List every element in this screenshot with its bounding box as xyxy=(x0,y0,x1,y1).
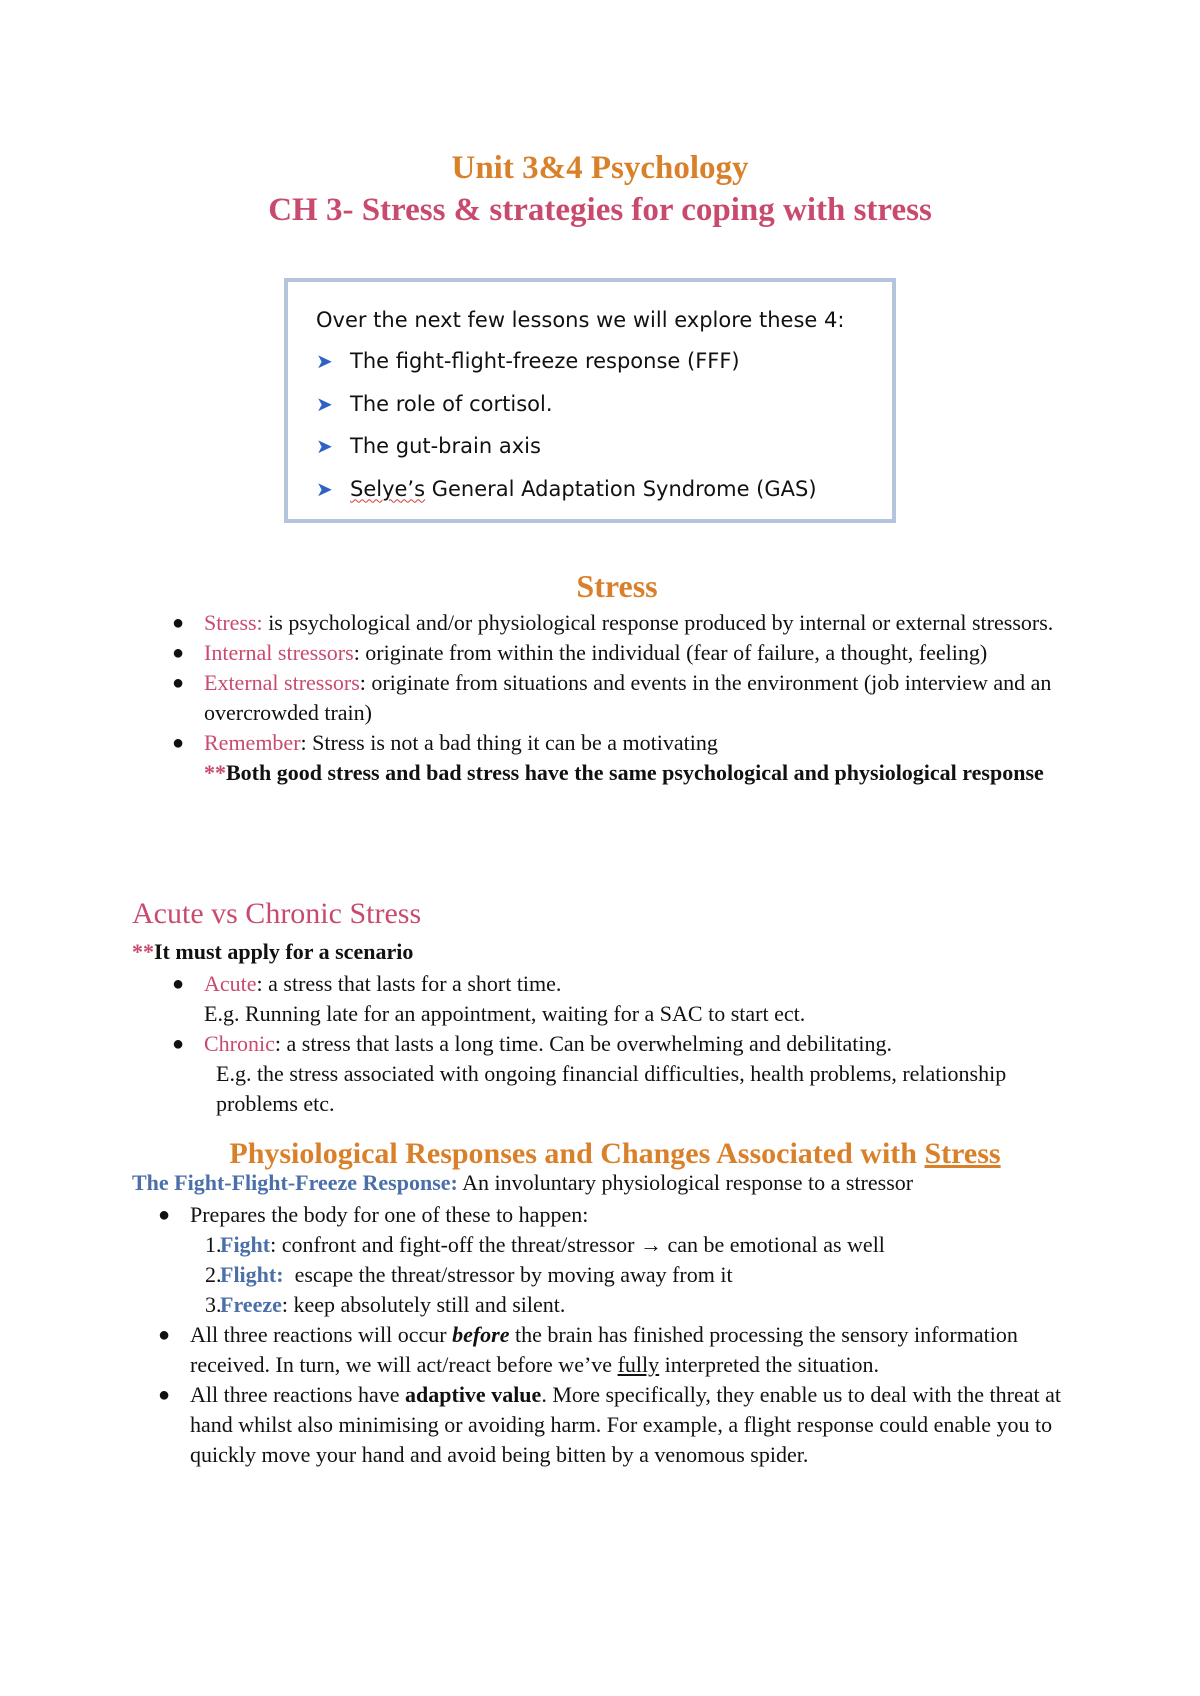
fff-definition: The Fight-Flight-Freeze Response: An involuntary physiological response to a stressor xyxy=(132,1170,914,1195)
list-item: ➤ The gut-brain axis xyxy=(316,425,870,468)
list-item: 1. Fight: confront and fight-off the threat/stressor → can be emotional as well xyxy=(205,1232,885,1257)
bullet-icon: ● xyxy=(172,642,185,664)
bullet-icon: ● xyxy=(158,1204,171,1226)
bullet-icon: ● xyxy=(172,612,185,634)
acute-chronic-list xyxy=(172,969,1084,1119)
chapter-title: CH 3- Stress & strategies for coping with stress xyxy=(268,192,932,228)
overview-box xyxy=(284,278,896,523)
stress-heading: Stress xyxy=(576,568,658,604)
spellcheck-word: Selye’s xyxy=(350,476,426,501)
arrow-bullet-icon: ➤ xyxy=(316,476,333,501)
bullet-icon: ● xyxy=(158,1324,171,1346)
document-title: Unit 3&4 Psychology xyxy=(451,150,749,186)
fff-list xyxy=(158,1200,1070,1470)
list-item: ● Internal stressors: originate from within the individual (fear of failure, a thought, feeling) xyxy=(204,638,1084,668)
list-item: ● Chronic: a stress that lasts a long time. Can be overwhelming and debilitating. E.g. the stress associated with ongoing financial difficulties, health problems, relationship problems etc. xyxy=(172,1031,1007,1116)
bullet-icon: ● xyxy=(172,672,185,694)
list-item: ● All three reactions have adaptive value. More specifically, they enable us to deal with the threat at hand whilst also minimising or avoiding harm. For example, a flight response could enable you to quickly move your hand and avoid being bitten by a venomous spider. xyxy=(158,1382,1061,1467)
list-item: ● All three reactions will occur before the brain has finished processing the sensory information received. In turn, we will act/react before we’ve fully interpreted the situation. xyxy=(158,1322,1018,1377)
list-item: ➤ Selye’s General Adaptation Syndrome (GAS) xyxy=(316,468,870,511)
response-list xyxy=(190,1230,1070,1320)
list-item: ● External stressors: originate from situations and events in the environment (job interview and an overcrowded train) xyxy=(172,670,1052,725)
bullet-icon: ● xyxy=(158,1384,171,1406)
list-item: 3. Freeze: keep absolutely still and silent. xyxy=(205,1292,566,1317)
stress-list xyxy=(172,608,1084,788)
arrow-bullet-icon: ➤ xyxy=(316,349,333,373)
overview-intro: Over the next few lessons we will explore these 4: xyxy=(316,308,845,332)
bullet-icon: ● xyxy=(172,1033,185,1055)
list-item: ● Stress: is psychological and/or physiological response produced by internal or external stressors. xyxy=(204,608,1084,638)
arrow-bullet-icon: ➤ xyxy=(316,434,333,458)
bullet-icon: ● xyxy=(172,973,185,995)
overview-list xyxy=(316,340,870,510)
arrow-bullet-icon: ➤ xyxy=(316,391,333,416)
list-item: 2. Flight: escape the threat/stressor by moving away from it xyxy=(205,1262,733,1287)
list-item: ● Remember: Stress is not a bad thing it can be a motivating **Both good stress and bad stress have the same psychological and physiological response xyxy=(172,730,1044,785)
list-item: ● Acute: a stress that lasts for a short time. E.g. Running late for an appointment, waiting for a SAC to start ect. xyxy=(172,971,806,1026)
list-item: ➤ The fight-flight-freeze response (FFF) xyxy=(316,340,870,383)
scenario-note: **It must apply for a scenario xyxy=(132,939,414,964)
acute-chronic-heading: Acute vs Chronic Stress xyxy=(132,897,422,930)
list-item: ● Prepares the body for one of these to happen: 1. Fight: confront and fight-off the threat/stressor → can be emotional as well 2. Flight: escape the threat/stressor by moving away from it 3. Freeze: keep absolutely still and silent. xyxy=(190,1200,1070,1320)
list-item: ➤ The role of cortisol. xyxy=(316,383,870,426)
physiological-heading: Physiological Responses and Changes Associated with Stress xyxy=(229,1137,1001,1170)
bullet-icon: ● xyxy=(172,732,185,754)
